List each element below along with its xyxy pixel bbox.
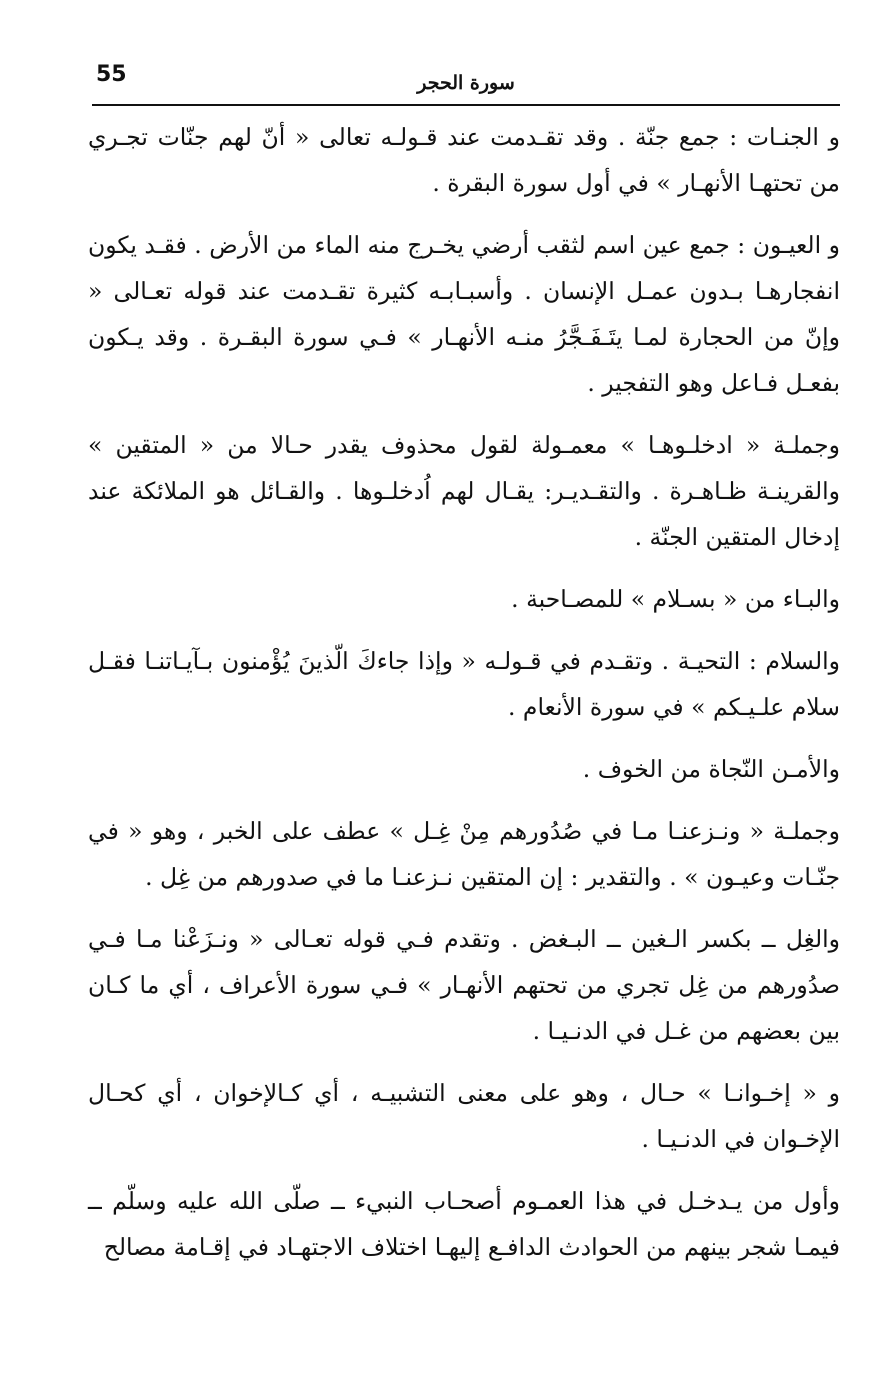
paragraph-udkhuluha: وجملـة « ادخلـوهـا » معمـولة لقول محذوف يقدر حـالا من « المتقين » والقرينـة ظـاهـرة . والتقـديـر: يقـال لهم اُدخلـوها . والقـائل هو الملائكة عند إدخال المتقين الجنّة . — [88, 431, 840, 551]
page-body — [88, 114, 840, 1286]
paragraph-awwal: وأول من يـدخـل في هذا العمـوم أصحـاب النبيء ــ صلّى الله عليه وسلّم ــ فيمـا شجر بينهم من الحوادث الدافـع إليهـا اختلاف الاجتهـاد في إقـامة مصالح — [88, 1187, 840, 1261]
page-header — [92, 60, 840, 106]
page-number: 55 — [96, 62, 127, 87]
paragraph-jannat: و الجنـات : جمع جنّة . وقد تقـدمت عند قـولـه تعالى « أنّ لهم جنّات تجـري من تحتهـا الأنهـار » في أول سورة البقرة . — [88, 123, 840, 197]
paragraph-salam: والسلام : التحيـة . وتقـدم في قـولـه « وإذا جاءكَ الّذينَ يُؤْمنون بـآيـاتنـا فقـل سلام علـيـكم » في سورة الأنعام . — [88, 647, 840, 721]
paragraph-amn: والأمـن النّجاة من الخوف . — [582, 755, 840, 783]
paragraph-ghil: والغِل ــ بكسر الـغين ــ البـغض . وتقدم فـي قوله تعـالى « ونـزَعْنا مـا فـي صدُورهم من غِل تجري من تحتهم الأنهـار » فـي سورة الأعراف ، أي ما كـان بين بعضهم من غـل في الدنـيـا . — [88, 925, 840, 1045]
paragraph-uyun: و العيـون : جمع عين اسم لثقب أرضي يخـرج منه الماء من الأرض . فقـد يكون انفجارهـا بـدون عمـل الإنسان . وأسبـابـه كثيرة تقـدمت عند قوله تعـالى « وإنّ من الحجارة لمـا يتَـفَـجَّرُ منـه الأنهـار » فـي سورة البقـرة . وقد يـكون بفعـل فـاعل وهو التفجير . — [88, 231, 840, 397]
paragraph-bisalam: والبـاء من « بسـلام » للمصـاحبة . — [511, 585, 840, 613]
paragraph-nazana: وجملـة « ونـزعنـا مـا في صُدُورهم مِنْ غِـل » عطف على الخبر ، وهو « في جنّـات وعيـون » . والتقدير : إن المتقين نـزعنـا ما في صدورهم من غِل . — [88, 817, 840, 891]
paragraph-ikhwan: و « إخـوانـا » حـال ، وهو على معنى التشبيـه ، أي كـالإخوان ، أي كحـال الإخـوان في الدنـيـا . — [88, 1079, 840, 1153]
running-title: سورة الحجر — [417, 72, 515, 94]
